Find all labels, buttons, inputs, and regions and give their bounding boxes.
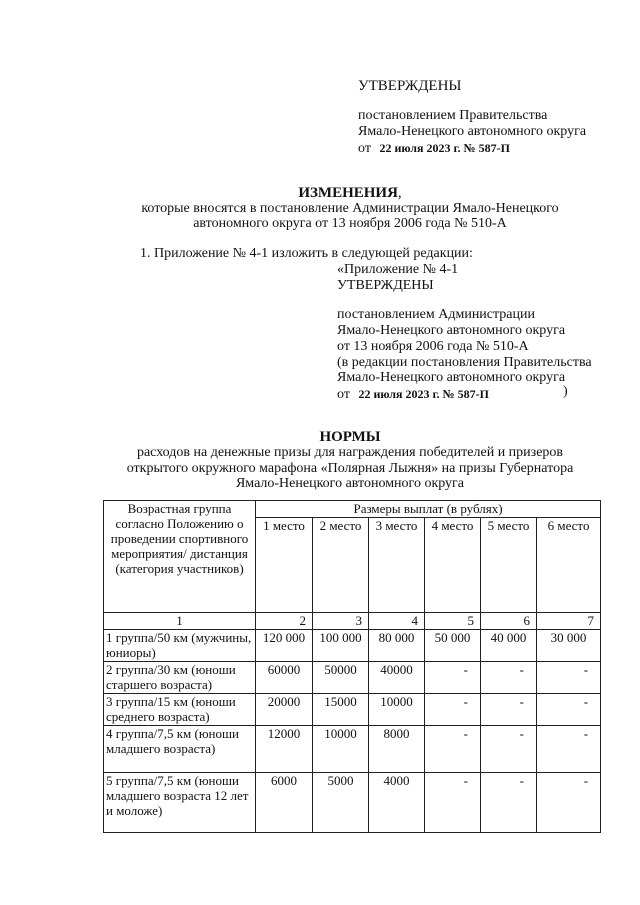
- col-number-3: 3: [313, 613, 369, 630]
- row-group: 5 группа/7,5 км (юноши младшего возраста 12 лет и моложе): [104, 773, 256, 833]
- col-number-6: 6: [481, 613, 537, 630]
- appendix-date-number: 22 июля 2023 г. № 587-П: [358, 387, 489, 401]
- table-row: [104, 773, 601, 833]
- row-value: -: [481, 773, 537, 833]
- header-place-3: 3 место: [369, 518, 425, 613]
- norms-line-1: расходов на денежные призы для награждения победителей и призеров: [136, 445, 564, 460]
- approval-date-number: 22 июля 2023 г. № 587-П: [379, 141, 510, 155]
- header-payouts: Размеры выплат (в рублях): [256, 501, 601, 518]
- row-value: 15000: [313, 694, 369, 726]
- row-value: 40 000: [481, 630, 537, 662]
- header-place-2: 2 место: [313, 518, 369, 613]
- norms-table: [103, 500, 601, 833]
- row-value: 80 000: [369, 630, 425, 662]
- table-row: [104, 726, 601, 773]
- row-value: 5000: [313, 773, 369, 833]
- col-number-1: 1: [104, 613, 256, 630]
- changes-line-1: которые вносятся в постановление Администрации Ямало-Ненецкого: [141, 201, 559, 216]
- header-place-1: 1 место: [256, 518, 313, 613]
- row-value: -: [425, 773, 481, 833]
- table-row: [104, 662, 601, 694]
- header-place-5: 5 место: [481, 518, 537, 613]
- table-row: [104, 630, 601, 662]
- row-value: 50000: [313, 662, 369, 694]
- row-group: 2 группа/30 км (юноши старшего возраста): [104, 662, 256, 694]
- row-value: 50 000: [425, 630, 481, 662]
- appendix-line-5: Ямало-Ненецкого автономного округа: [337, 370, 566, 385]
- approval-date-prefix: от: [358, 141, 371, 156]
- row-value: -: [481, 726, 537, 773]
- row-value: -: [537, 773, 601, 833]
- appendix-line-3: от 13 ноября 2006 года № 510-А: [337, 339, 529, 354]
- col-number-7: 7: [537, 613, 601, 630]
- row-value: 10000: [313, 726, 369, 773]
- norms-title: НОРМЫ: [319, 429, 381, 445]
- appendix-label: «Приложение № 4-1: [337, 262, 459, 277]
- row-value: 30 000: [537, 630, 601, 662]
- row-value: 100 000: [313, 630, 369, 662]
- changes-title-suffix: ,: [397, 185, 402, 201]
- appendix-close-paren: ): [563, 384, 568, 399]
- row-value: 8000: [369, 726, 425, 773]
- header-place-6: 6 место: [537, 518, 601, 613]
- header-age-group: Возрастная группа согласно Положению о проведении спортивного мероприятия/ дистанция (категория участников): [104, 501, 256, 613]
- row-value: -: [537, 662, 601, 694]
- changes-title: ИЗМЕНЕНИЯ: [298, 185, 398, 201]
- appendix-line-2: Ямало-Ненецкого автономного округа: [337, 323, 566, 338]
- row-value: -: [537, 694, 601, 726]
- row-value: 12000: [256, 726, 313, 773]
- appendix-line-1: постановлением Администрации: [337, 307, 535, 322]
- row-value: 60000: [256, 662, 313, 694]
- col-number-2: 2: [256, 613, 313, 630]
- approval-date-line: [358, 140, 510, 157]
- col-number-5: 5: [425, 613, 481, 630]
- col-number-4: 4: [369, 613, 425, 630]
- row-group: 3 группа/15 км (юноши среднего возраста): [104, 694, 256, 726]
- changes-line-2: автономного округа от 13 ноября 2006 года № 510-А: [193, 216, 507, 231]
- approval-title: УТВЕРЖДЕНЫ: [358, 78, 462, 94]
- row-value: -: [425, 662, 481, 694]
- row-value: 40000: [369, 662, 425, 694]
- approval-line-2: Ямало-Ненецкого автономного округа: [358, 124, 587, 139]
- row-value: -: [481, 662, 537, 694]
- appendix-date-prefix: от: [337, 387, 350, 402]
- table-row: [104, 694, 601, 726]
- changes-title-line: [0, 185, 640, 202]
- appendix-title: УТВЕРЖДЕНЫ: [337, 278, 434, 293]
- row-value: 10000: [369, 694, 425, 726]
- row-value: 120 000: [256, 630, 313, 662]
- row-value: -: [537, 726, 601, 773]
- row-value: -: [425, 694, 481, 726]
- norms-line-3: Ямало-Ненецкого автономного округа: [235, 476, 465, 491]
- row-value: 20000: [256, 694, 313, 726]
- row-group: 1 группа/50 км (мужчины, юниоры): [104, 630, 256, 662]
- row-value: -: [425, 726, 481, 773]
- approval-line-1: постановлением Правительства: [358, 108, 548, 123]
- appendix-date-line: [337, 386, 489, 403]
- row-group: 4 группа/7,5 км (юноши младшего возраста): [104, 726, 256, 773]
- appendix-line-4: (в редакции постановления Правительства: [337, 355, 592, 370]
- item-1: 1. Приложение № 4-1 изложить в следующей редакции:: [140, 246, 473, 261]
- row-value: 4000: [369, 773, 425, 833]
- row-value: -: [481, 694, 537, 726]
- header-place-4: 4 место: [425, 518, 481, 613]
- row-value: 6000: [256, 773, 313, 833]
- norms-line-2: открытого окружного марафона «Полярная Лыжня» на призы Губернатора: [126, 461, 574, 476]
